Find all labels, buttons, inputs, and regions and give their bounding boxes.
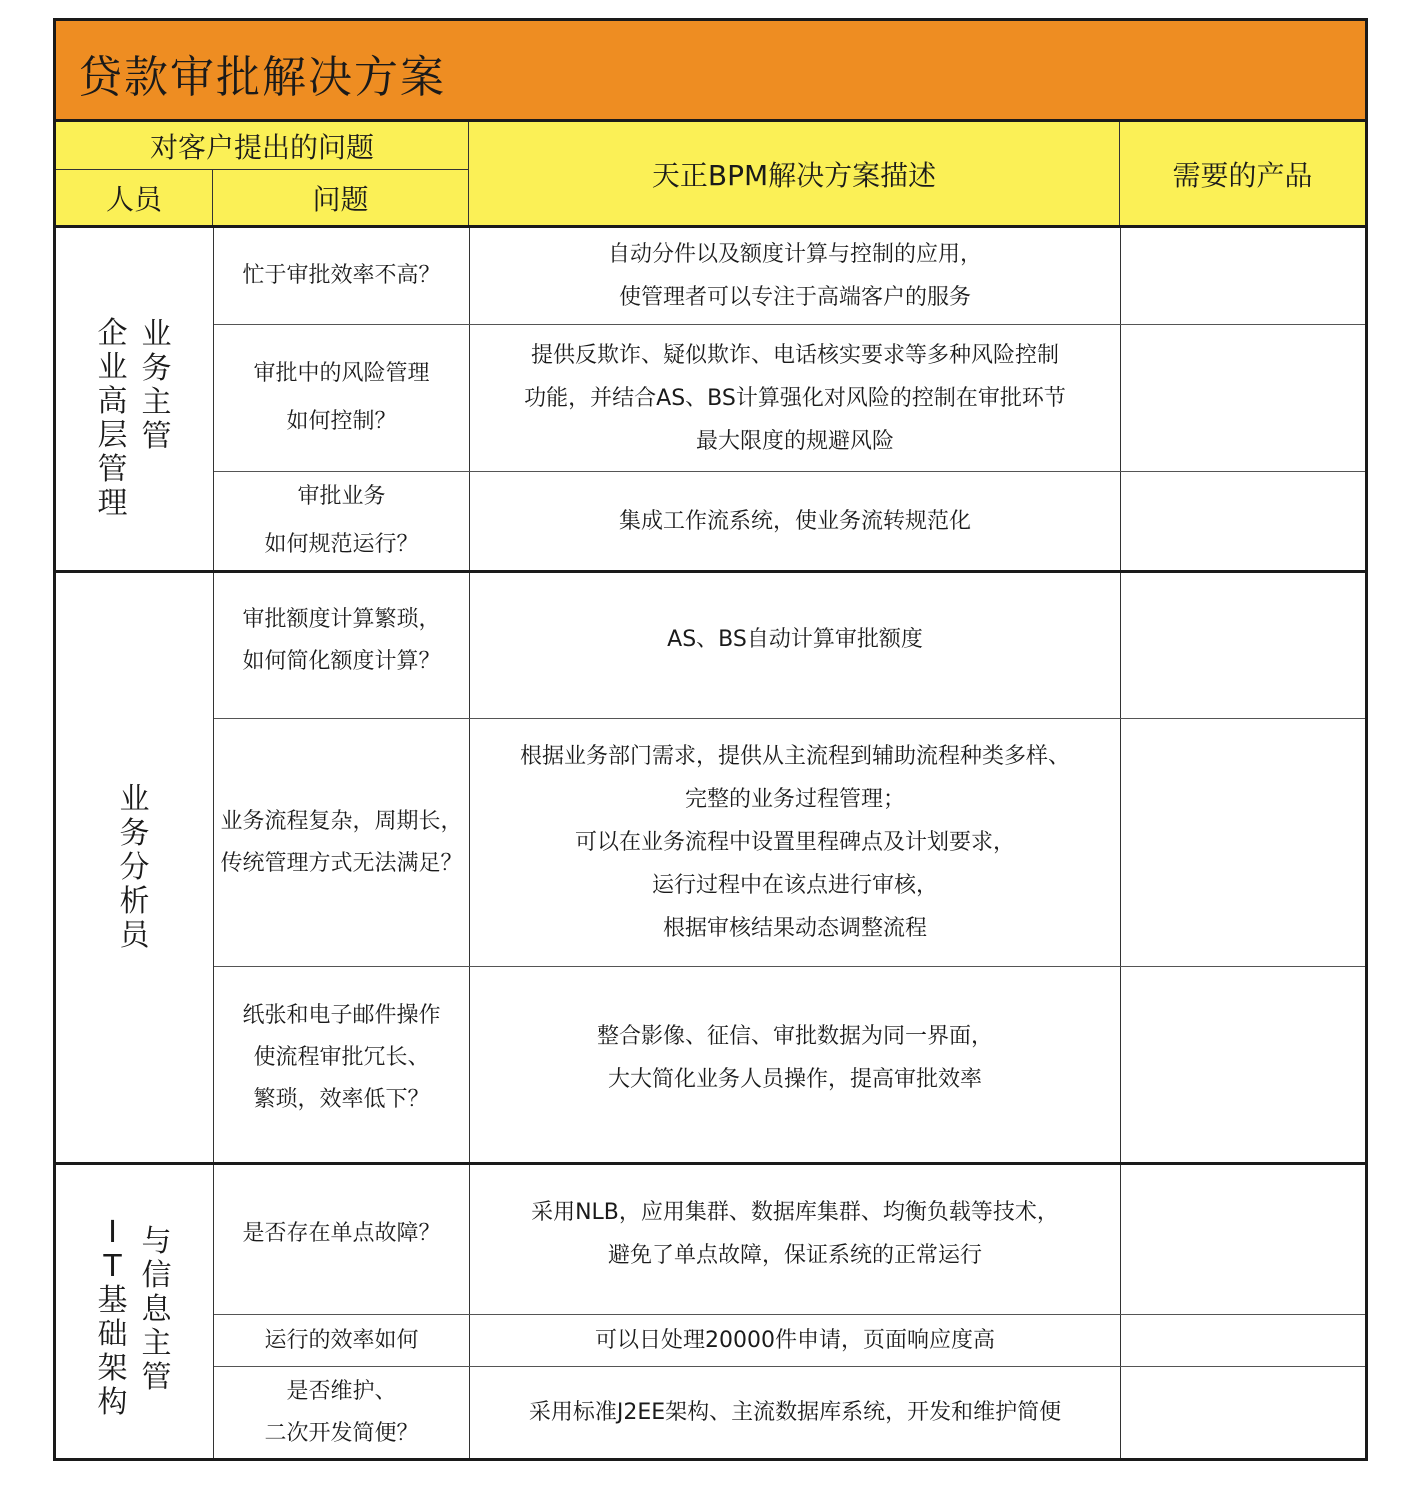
description-cell [470, 719, 1120, 966]
description-cell [470, 573, 1120, 718]
group-label-char: 业 [119, 781, 150, 817]
question-cell [214, 1367, 469, 1458]
group-label-char: 业 [97, 350, 128, 385]
group-label-executives [56, 228, 213, 570]
title-bar [56, 21, 1365, 122]
header-products [1120, 122, 1365, 225]
description-text: 采用NLB，应用集群、数据库集群、均衡负载等技术， 避免了单点故障，保证系统的正常运行 [531, 1199, 1059, 1268]
header-question-label: 问题 [312, 182, 369, 216]
group-label-char: 与 [141, 1223, 172, 1259]
header-client-questions [56, 122, 469, 170]
header-client-questions-label: 对客户提出的问题 [149, 130, 374, 164]
description-text: AS、BS自动计算审批额度 [667, 627, 923, 652]
group-label-char: 企 [97, 316, 128, 351]
question-text: 审批额度计算繁琐， 如何简化额度计算？ [242, 606, 441, 674]
group-label-char: 层 [97, 418, 128, 453]
group-label-char: 构 [97, 1384, 128, 1420]
description-cell [470, 325, 1120, 471]
header-solution-label: 天正BPM解决方案描述 [651, 158, 937, 192]
question-cell [214, 967, 469, 1162]
question-text: 业务流程复杂，周期长， 传统管理方式无法满足？ [220, 808, 463, 876]
group-label-col [142, 318, 172, 454]
description-text: 根据业务部门需求，提供从主流程到辅助流程种类多样、 完整的业务过程管理； 可以在业务流程中设置里程碑点及计划要求， 运行过程中在该点进行审核， 根据审核结果动态调整流程 [519, 744, 1070, 941]
question-text: 是否维护、 二次开发简便？ [264, 1378, 419, 1446]
group-label-char: 信 [141, 1257, 172, 1293]
group-label-text [142, 318, 172, 454]
group-label-char: 主 [141, 385, 172, 420]
group-label-char: 主 [141, 1325, 172, 1361]
group-label-text [120, 783, 150, 953]
page-title: 贷款审批解决方案 [78, 52, 446, 103]
question-text: 审批中的风险管理 如何控制？ [253, 361, 430, 434]
group-label-char: 员 [119, 917, 150, 953]
solution-table [53, 18, 1368, 1461]
group-label-char: 管 [141, 419, 172, 454]
group-label-char: 础 [97, 1316, 128, 1352]
group-label-col [98, 317, 128, 521]
description-cell [470, 967, 1120, 1162]
group-label-text [98, 1216, 128, 1420]
group-label-char: I [108, 1214, 117, 1250]
question-cell [214, 1315, 469, 1366]
group-label-char: 高 [97, 384, 128, 419]
group-label-char: 息 [141, 1291, 172, 1327]
description-cell [470, 1315, 1120, 1366]
group-label-char: 分 [119, 849, 150, 885]
question-text: 运行的效率如何 [264, 1327, 419, 1353]
group-label-it [56, 1165, 213, 1458]
group-label-char: 业 [141, 317, 172, 352]
question-text: 纸张和电子邮件操作 使流程审批冗长、 繁琐，效率低下？ [242, 1002, 441, 1112]
question-text: 审批业务 如何规范运行？ [264, 484, 419, 557]
group-label-col [142, 1225, 172, 1395]
header-question [213, 170, 469, 225]
description-cell [470, 1165, 1120, 1314]
group-label-char: 管 [97, 452, 128, 487]
group-label-char: 管 [141, 1359, 172, 1395]
question-text: 是否存在单点故障？ [242, 1220, 441, 1246]
header-products-label: 需要的产品 [1172, 158, 1313, 192]
group-label-char: T [103, 1248, 122, 1284]
group-label-col [120, 783, 150, 953]
description-text: 采用标准J2EE架构、主流数据库系统，开发和维护简便 [528, 1400, 1062, 1425]
description-text: 自动分件以及额度计算与控制的应用， 使管理者可以专注于高端客户的服务 [607, 242, 982, 310]
question-cell [214, 719, 469, 966]
description-text: 整合影像、征信、审批数据为同一界面， 大大简化业务人员操作，提高审批效率 [596, 1023, 993, 1092]
description-cell [470, 228, 1120, 324]
header-personnel [56, 170, 213, 225]
header-solution [469, 122, 1120, 225]
group-label-col [98, 1216, 128, 1420]
description-text: 提供反欺诈、疑似欺诈、电话核实要求等多种风险控制 功能，并结合AS、BS计算强化对风险的控制在审批环节 最大限度的规避风险 [524, 342, 1066, 454]
group-label-char: 理 [97, 486, 128, 521]
group-label-text [98, 317, 128, 521]
description-text: 可以日处理20000件申请，页面响应度高 [595, 1328, 995, 1353]
group-label-char: 务 [119, 815, 150, 851]
description-cell [470, 472, 1120, 570]
column-divider [1120, 228, 1121, 1458]
question-cell [214, 325, 469, 471]
group-label-text [142, 1225, 172, 1395]
question-cell [214, 1165, 469, 1314]
header-personnel-label: 人员 [105, 182, 162, 216]
group-label-char: 基 [97, 1282, 128, 1318]
group-label-analysts [56, 573, 213, 1162]
group-label-char: 架 [97, 1350, 128, 1386]
description-cell [470, 1367, 1120, 1458]
question-text: 忙于审批效率不高？ [242, 263, 441, 288]
group-label-char: 析 [119, 883, 150, 919]
question-cell [214, 472, 469, 570]
description-text: 集成工作流系统，使业务流转规范化 [618, 508, 971, 534]
question-cell [214, 573, 469, 718]
group-label-char: 务 [141, 351, 172, 386]
question-cell [214, 228, 469, 324]
